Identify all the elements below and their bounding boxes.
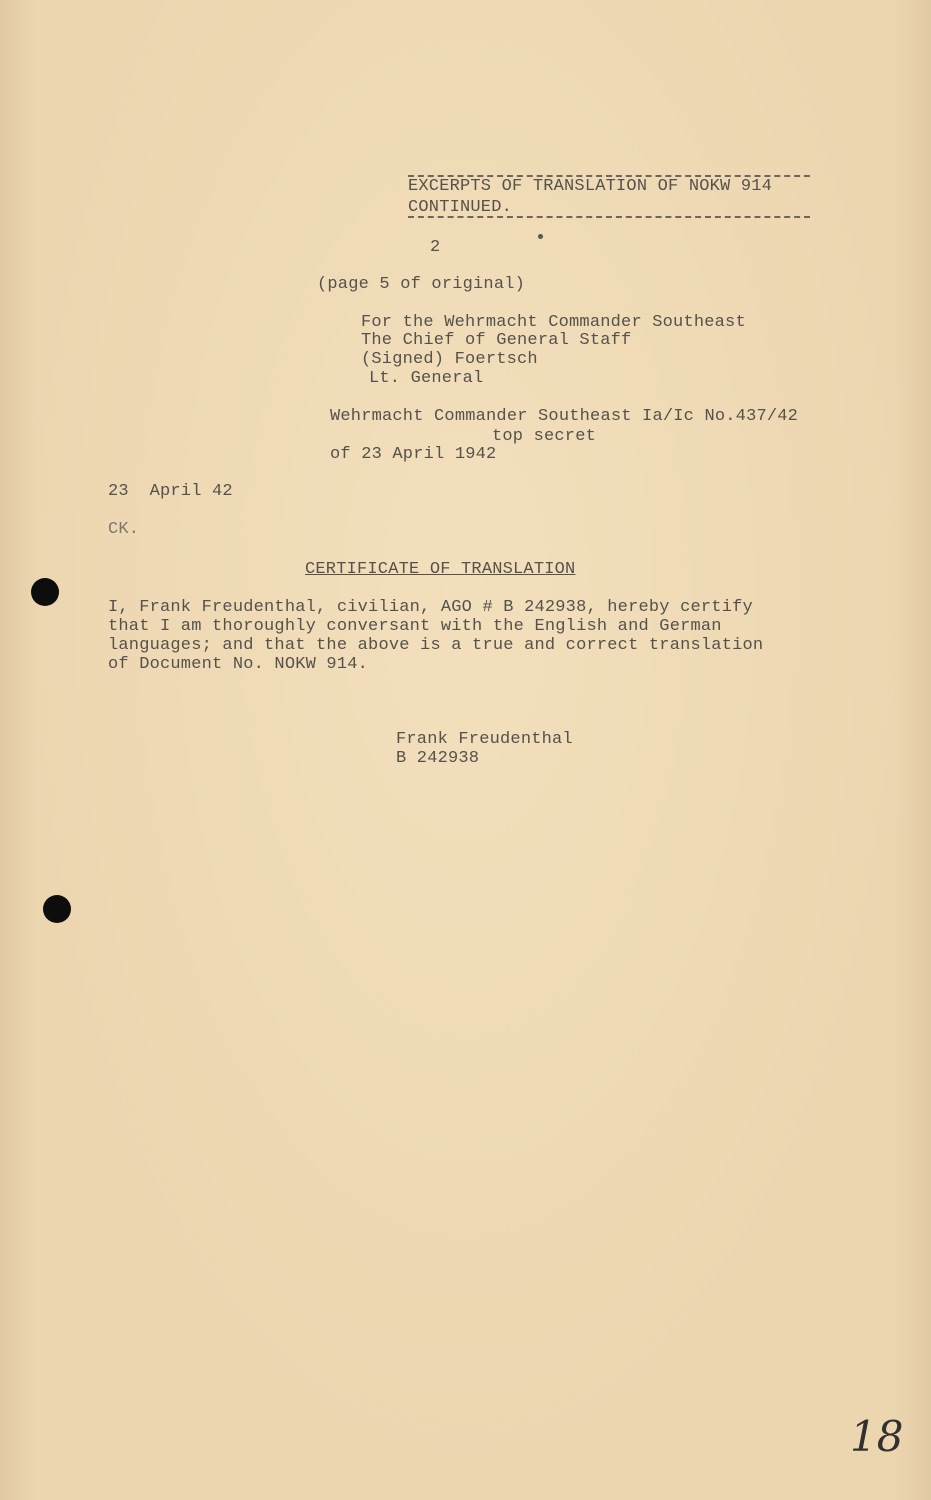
header-title-line2: CONTINUED. (408, 198, 513, 217)
date-line: 23 April 42 (108, 482, 233, 501)
signature-line-4: Lt. General (369, 369, 484, 388)
ink-speck (538, 234, 543, 239)
page-reference: (page 5 of original) (317, 275, 526, 294)
page-number: 2 (430, 238, 441, 257)
header-rule-top (408, 175, 810, 177)
punch-hole-top (31, 578, 59, 606)
reference-line-3: of 23 April 1942 (330, 445, 497, 464)
header-title-line1: EXCERPTS OF TRANSLATION OF NOKW 914 (408, 177, 773, 196)
initials: CK. (108, 520, 140, 539)
certificate-signer-id: B 242938 (396, 749, 480, 768)
punch-hole-bottom (43, 895, 71, 923)
certificate-body-line-4: of Document No. NOKW 914. (108, 655, 369, 674)
reference-line-2: top secret (492, 427, 597, 446)
reference-line-1: Wehrmacht Commander Southeast Ia/Ic No.437/42 (330, 407, 799, 426)
handwritten-page-mark: 18 (850, 1412, 904, 1461)
signature-line-2: The Chief of General Staff (361, 331, 632, 350)
certificate-heading: CERTIFICATE OF TRANSLATION (305, 560, 576, 579)
certificate-signer-name: Frank Freudenthal (396, 730, 573, 749)
signature-line-1: For the Wehrmacht Commander Southeast (361, 313, 746, 332)
header-rule-bottom (408, 216, 810, 218)
certificate-body-line-2: that I am thoroughly conversant with the English and German (108, 617, 722, 636)
signature-line-3: (Signed) Foertsch (361, 350, 538, 369)
certificate-body-line-3: languages; and that the above is a true and correct translation (108, 636, 764, 655)
certificate-body-line-1: I, Frank Freudenthal, civilian, AGO # B 242938, hereby certify (108, 598, 753, 617)
